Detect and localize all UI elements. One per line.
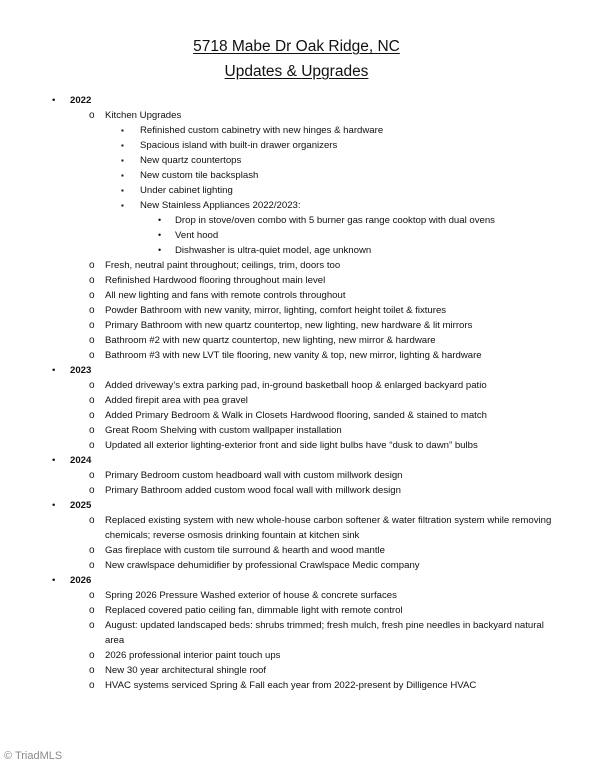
year-heading (0, 93, 593, 108)
sub-list-item (0, 138, 593, 153)
list-item-text: All new lighting and fans with remote controls throughout (105, 290, 346, 301)
year-heading (0, 498, 593, 513)
sub-list-item (0, 153, 593, 168)
sub-sub-item-bullet: • (158, 215, 162, 225)
watermark: © TriadMLS (4, 750, 63, 762)
list-item (0, 618, 593, 648)
item-bullet: o (89, 590, 95, 601)
list-item (0, 558, 593, 573)
year-heading (0, 573, 593, 588)
list-item (0, 603, 593, 618)
sub-item-bullet: ▪ (121, 141, 124, 150)
list-item (0, 333, 593, 348)
year-bullet: • (52, 575, 56, 586)
list-item-text: Bathroom #3 with new LVT tile flooring, new vanity & top, new mirror, lighting & hardware (105, 350, 482, 361)
list-item (0, 588, 593, 603)
list-item (0, 348, 593, 363)
sub-list-item-text: New custom tile backsplash (140, 170, 259, 181)
sub-list-item-text: Under cabinet lighting (140, 185, 233, 196)
sub-list-item-text: Refinished custom cabinetry with new hinges & hardware (140, 125, 384, 136)
year-bullet: • (52, 500, 56, 511)
year-bullet: • (52, 455, 56, 466)
year-heading-text: 2023 (70, 365, 92, 376)
item-bullet: o (89, 665, 95, 676)
document-title: 5718 Mabe Dr Oak Ridge, NC (193, 38, 400, 55)
list-item (0, 663, 593, 678)
list-item-text: Added firepit area with pea gravel (105, 395, 248, 406)
list-item-text: Gas fireplace with custom tile surround & hearth and wood mantle (105, 545, 385, 556)
item-bullet: o (89, 290, 95, 301)
list-item-text: Replaced existing system with new whole-house carbon softener & water filtration system while removing chemicals; reverse osmosis drinking fountain at kitchen sink (105, 515, 552, 541)
list-item (0, 513, 593, 543)
list-item-text: Refinished Hardwood flooring throughout main level (105, 275, 326, 286)
list-item (0, 318, 593, 333)
sub-item-bullet: ▪ (121, 186, 124, 195)
item-bullet: o (89, 425, 95, 436)
sub-item-bullet: ▪ (121, 201, 124, 210)
sub-item-bullet: ▪ (121, 171, 124, 180)
list-item-text: Added driveway’s extra parking pad, in-ground basketball hoop & enlarged backyard patio (105, 380, 487, 391)
item-bullet: o (89, 470, 95, 481)
year-heading-text: 2022 (70, 95, 92, 106)
item-bullet: o (89, 305, 95, 316)
item-bullet: o (89, 260, 95, 271)
list-item-text: New 30 year architectural shingle roof (105, 665, 267, 676)
list-item (0, 468, 593, 483)
item-bullet: o (89, 620, 95, 631)
item-bullet: o (89, 350, 95, 361)
year-bullet: • (52, 365, 56, 376)
year-heading (0, 453, 593, 468)
list-item-text: 2026 professional interior paint touch ups (105, 650, 281, 661)
list-item (0, 648, 593, 663)
item-bullet: o (89, 320, 95, 331)
list-item (0, 108, 593, 123)
list-item (0, 393, 593, 408)
list-item-text: Powder Bathroom with new vanity, mirror, lighting, comfort height toilet & fixtures (105, 305, 447, 316)
list-item (0, 423, 593, 438)
list-item (0, 678, 593, 693)
list-item (0, 438, 593, 453)
list-item (0, 378, 593, 393)
sub-item-bullet: ▪ (121, 126, 124, 135)
list-item (0, 408, 593, 423)
item-bullet: o (89, 110, 95, 121)
sub-sub-list-item (0, 243, 593, 258)
list-item (0, 303, 593, 318)
year-heading (0, 363, 593, 378)
sub-list-item-text: Spacious island with built-in drawer organizers (140, 140, 338, 151)
year-heading-text: 2026 (70, 575, 92, 586)
list-item-text: Spring 2026 Pressure Washed exterior of house & concrete surfaces (105, 590, 397, 601)
sub-list-item-text: New Stainless Appliances 2022/2023: (140, 200, 301, 211)
document-subtitle: Updates & Upgrades (224, 63, 369, 80)
sub-list-item (0, 168, 593, 183)
list-item-text: August: updated landscaped beds: shrubs trimmed; fresh mulch, fresh pine needles in backyard natural area (105, 620, 544, 646)
item-bullet: o (89, 440, 95, 451)
item-bullet: o (89, 335, 95, 346)
list-item-text: Bathroom #2 with new quartz countertop, new lighting, new mirror & hardware (105, 335, 436, 346)
item-bullet: o (89, 605, 95, 616)
sub-sub-list-item-text: Vent hood (175, 230, 219, 241)
sub-list-item (0, 123, 593, 138)
item-bullet: o (89, 545, 95, 556)
item-bullet: o (89, 380, 95, 391)
list-item-text: Added Primary Bedroom & Walk in Closets Hardwood flooring, sanded & stained to match (105, 410, 487, 421)
year-heading-text: 2025 (70, 500, 92, 511)
item-bullet: o (89, 410, 95, 421)
list-item-text: Primary Bedroom custom headboard wall with custom millwork design (105, 470, 403, 481)
list-item (0, 258, 593, 273)
year-heading-text: 2024 (70, 455, 92, 466)
list-item-text: Updated all exterior lighting-exterior front and side light bulbs have “dusk to dawn” bulbs (105, 440, 478, 451)
item-bullet: o (89, 515, 95, 526)
sub-list-item (0, 183, 593, 198)
sub-item-bullet: ▪ (121, 156, 124, 165)
item-bullet: o (89, 680, 95, 691)
item-bullet: o (89, 560, 95, 571)
list-item-text: Primary Bathroom added custom wood focal wall with millwork design (105, 485, 401, 496)
updates-list (0, 93, 593, 693)
sub-sub-list-item-text: Dishwasher is ultra-quiet model, age unknown (175, 245, 372, 256)
list-item-text: Replaced covered patio ceiling fan, dimmable light with remote control (105, 605, 403, 616)
list-item-text: Fresh, neutral paint throughout; ceilings, trim, doors too (105, 260, 341, 271)
sub-list-item-text: New quartz countertops (140, 155, 242, 166)
list-item-text: New crawlspace dehumidifier by professional Crawlspace Medic company (105, 560, 420, 571)
list-item (0, 273, 593, 288)
item-bullet: o (89, 485, 95, 496)
sub-sub-item-bullet: • (158, 230, 162, 240)
sub-sub-list-item (0, 213, 593, 228)
sub-sub-item-bullet: • (158, 245, 162, 255)
list-item-text: Kitchen Upgrades (105, 110, 182, 121)
item-bullet: o (89, 650, 95, 661)
item-bullet: o (89, 275, 95, 286)
list-item-text: HVAC systems serviced Spring & Fall each year from 2022-present by Dilligence HVAC (105, 680, 477, 691)
year-bullet: • (52, 95, 56, 106)
item-bullet: o (89, 395, 95, 406)
list-item (0, 543, 593, 558)
sub-list-item (0, 198, 593, 213)
sub-sub-list-item-text: Drop in stove/oven combo with 5 burner gas range cooktop with dual ovens (175, 215, 495, 226)
list-item (0, 483, 593, 498)
sub-sub-list-item (0, 228, 593, 243)
list-item-text: Primary Bathroom with new quartz countertop, new lighting, new hardware & lit mirrors (105, 320, 473, 331)
list-item-text: Great Room Shelving with custom wallpaper installation (105, 425, 342, 436)
list-item (0, 288, 593, 303)
